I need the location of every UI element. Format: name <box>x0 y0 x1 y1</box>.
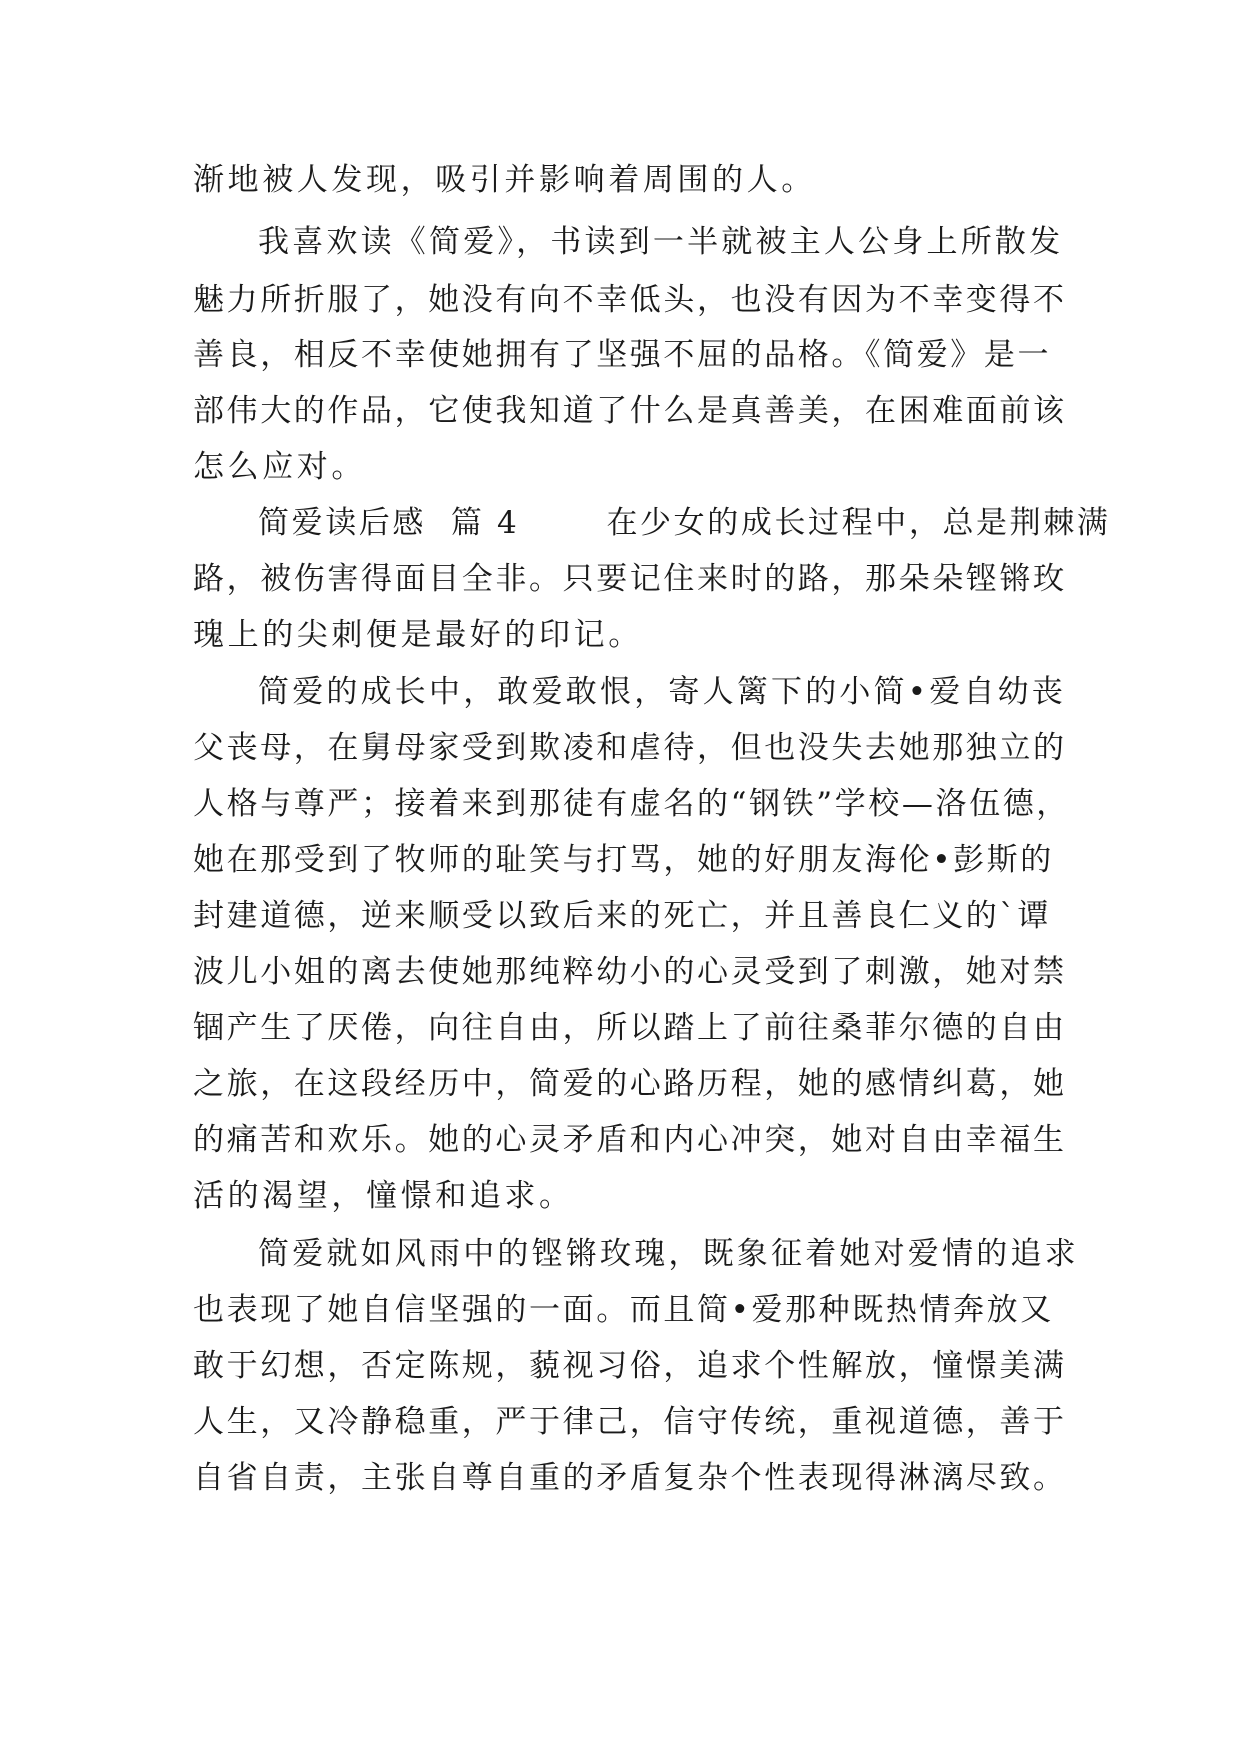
text-line: 也表现了她自信坚强的一面。而且简•爱那种既热情奔放又 <box>193 1292 1054 1328</box>
text-line: 封建道德，逆来顺受以致后来的死亡，并且善良仁义的`谭 <box>193 898 1052 934</box>
text-line: 人格与尊严；接着来到那徒有虚名的“钢铁”学校—洛伍德， <box>193 786 1070 822</box>
text-line: 人生，又冷静稳重，严于律己，信守传统，重视道德，善于 <box>193 1404 1067 1440</box>
text-line: 部伟大的作品，它使我知道了什么是真善美，在困难面前该 <box>193 393 1067 429</box>
text-line: 她在那受到了牧师的耻笑与打骂，她的好朋友海伦•彭斯的 <box>193 842 1054 878</box>
text-line: 活的渴望，憧憬和追求。 <box>193 1178 574 1214</box>
text-line: 渐地被人发现，吸引并影响着周围的人。 <box>193 162 816 198</box>
text-line: 波儿小姐的离去使她那纯粹幼小的心灵受到了刺激，她对禁 <box>193 954 1067 990</box>
paragraph-start-line: 简爱就如风雨中的铿锵玫瑰，既象征着她对爱情的追求 <box>258 1236 1079 1272</box>
text-line: 锢产生了厌倦，向往自由，所以踏上了前往桑菲尔德的自由 <box>193 1010 1067 1046</box>
text-line: 路，被伤害得面目全非。只要记住来时的路，那朵朵铿锵玫 <box>193 561 1067 597</box>
text-line: 善良，相反不幸使她拥有了坚强不屈的品格。《简爱》是一 <box>193 337 1052 373</box>
text-line: 父丧母，在舅母家受到欺凌和虐待，但也没失去她那独立的 <box>193 730 1067 766</box>
text-line: 魅力所折服了，她没有向不幸低头，也没有因为不幸变得不 <box>193 282 1067 318</box>
paragraph-start-line: 我喜欢读《简爱》，书读到一半就被主人公身上所散发 <box>258 224 1064 260</box>
text-line: 之旅，在这段经历中，简爱的心路历程，她的感情纠葛，她 <box>193 1066 1067 1102</box>
text-line: 的痛苦和欢乐。她的心灵矛盾和内心冲突，她对自由幸福生 <box>193 1122 1067 1158</box>
section-heading-line: 简爱读后感 篇 4 在少女的成长过程中，总是荆棘满 <box>258 505 1111 541</box>
text-line: 敢于幻想，否定陈规，藐视习俗，追求个性解放，憧憬美满 <box>193 1348 1067 1384</box>
text-line: 怎么应对。 <box>193 449 366 485</box>
paragraph-start-line: 简爱的成长中，敢爱敢恨，寄人篱下的小简•爱自幼丧 <box>258 674 1067 710</box>
text-line: 自省自责，主张自尊自重的矛盾复杂个性表现得淋漓尽致。 <box>193 1460 1067 1496</box>
text-line: 瑰上的尖刺便是最好的印记。 <box>193 617 643 653</box>
